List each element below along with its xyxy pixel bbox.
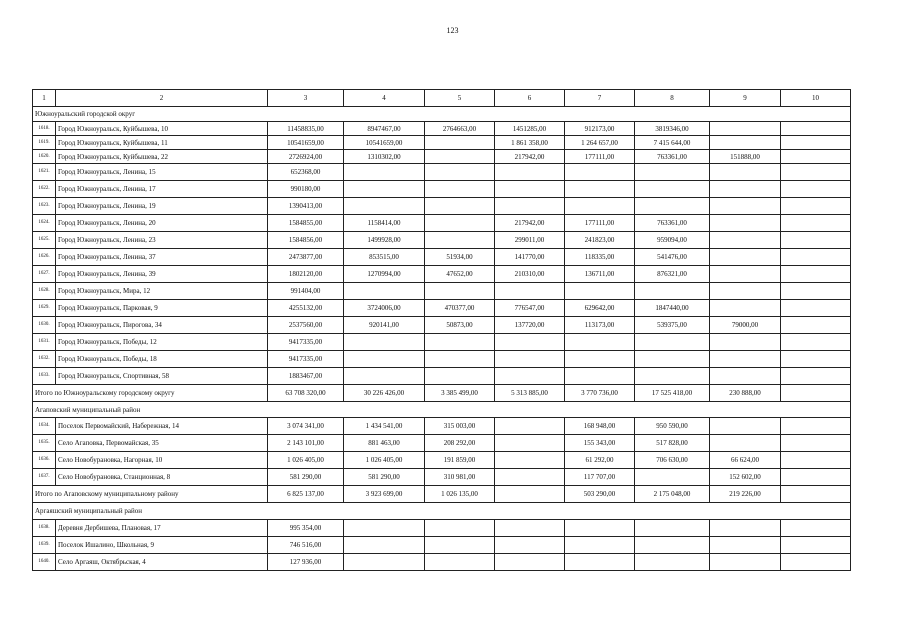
- value-cell: [710, 266, 781, 283]
- value-cell: [425, 232, 495, 249]
- value-cell: 950 590,00: [635, 418, 710, 435]
- value-cell: [425, 368, 495, 385]
- address-cell: Село Аргаяш, Октябрьская, 4: [56, 554, 268, 571]
- address-cell: Город Южноуральск, Куйбышева, 22: [56, 150, 268, 164]
- value-cell: [710, 198, 781, 215]
- total-value-cell: 1 026 135,00: [425, 486, 495, 503]
- value-cell: 763361,00: [635, 150, 710, 164]
- column-header: 1: [33, 90, 56, 107]
- value-cell: [710, 181, 781, 198]
- value-cell: 168 948,00: [565, 418, 635, 435]
- address-cell: Город Южноуральск, Ленина, 37: [56, 249, 268, 266]
- value-cell: 141770,00: [495, 249, 565, 266]
- value-cell: 991404,00: [268, 283, 344, 300]
- value-cell: 541476,00: [635, 249, 710, 266]
- value-cell: 629642,00: [565, 300, 635, 317]
- address-cell: Село Агаповка, Первомайская, 35: [56, 435, 268, 452]
- value-cell: [710, 418, 781, 435]
- total-value-cell: 17 525 418,00: [635, 385, 710, 402]
- value-cell: [344, 368, 425, 385]
- value-cell: [425, 215, 495, 232]
- value-cell: 1584855,00: [268, 215, 344, 232]
- value-cell: [710, 300, 781, 317]
- row-number: 1624.: [33, 215, 56, 232]
- value-cell: [635, 537, 710, 554]
- column-header: 6: [495, 90, 565, 107]
- row-number: 1622.: [33, 181, 56, 198]
- value-cell: 1 861 358,00: [495, 136, 565, 150]
- value-cell: [495, 554, 565, 571]
- value-cell: 113173,00: [565, 317, 635, 334]
- value-cell: [425, 198, 495, 215]
- value-cell: 990180,00: [268, 181, 344, 198]
- value-cell: [344, 554, 425, 571]
- total-value-cell: 230 888,00: [710, 385, 781, 402]
- value-cell: 10541659,00: [268, 136, 344, 150]
- row-number: 1635.: [33, 435, 56, 452]
- value-cell: [710, 136, 781, 150]
- value-cell: [425, 283, 495, 300]
- value-cell: 47652,00: [425, 266, 495, 283]
- value-cell: 315 003,00: [425, 418, 495, 435]
- value-cell: 1158414,00: [344, 215, 425, 232]
- value-cell: [565, 537, 635, 554]
- value-cell: [495, 418, 565, 435]
- address-cell: Город Южноуральск, Победы, 12: [56, 334, 268, 351]
- row-number: 1625.: [33, 232, 56, 249]
- value-cell: 2 143 101,00: [268, 435, 344, 452]
- value-cell: [344, 198, 425, 215]
- value-cell: 66 624,00: [710, 452, 781, 469]
- value-cell: 920141,00: [344, 317, 425, 334]
- value-cell: 581 290,00: [344, 469, 425, 486]
- value-cell: 1451285,00: [495, 122, 565, 136]
- value-cell: [781, 249, 851, 266]
- value-cell: 2537560,00: [268, 317, 344, 334]
- row-number: 1631.: [33, 334, 56, 351]
- value-cell: [495, 181, 565, 198]
- value-cell: 1 026 405,00: [268, 452, 344, 469]
- row-number: 1634.: [33, 418, 56, 435]
- table-row: [33, 198, 851, 215]
- value-cell: 79000,00: [710, 317, 781, 334]
- page-number: 123: [446, 26, 459, 35]
- value-cell: [710, 215, 781, 232]
- value-cell: 7 415 644,00: [635, 136, 710, 150]
- total-value-cell: 3 385 499,00: [425, 385, 495, 402]
- column-header: 9: [710, 90, 781, 107]
- value-cell: [710, 520, 781, 537]
- value-cell: [425, 164, 495, 181]
- table-row: [33, 435, 851, 452]
- value-cell: [781, 266, 851, 283]
- value-cell: 1883467,00: [268, 368, 344, 385]
- column-number-header-row: [33, 90, 851, 107]
- value-cell: 50873,00: [425, 317, 495, 334]
- value-cell: [781, 520, 851, 537]
- value-cell: [781, 469, 851, 486]
- table-row: [33, 150, 851, 164]
- value-cell: [635, 181, 710, 198]
- value-cell: 217942,00: [495, 150, 565, 164]
- table-row: [33, 554, 851, 571]
- address-cell: Деревня Дербишева, Плановая, 17: [56, 520, 268, 537]
- value-cell: 177111,00: [565, 215, 635, 232]
- value-cell: [635, 368, 710, 385]
- address-cell: Город Южноуральск, Куйбышева, 10: [56, 122, 268, 136]
- value-cell: [425, 520, 495, 537]
- value-cell: 1802120,00: [268, 266, 344, 283]
- value-cell: [425, 150, 495, 164]
- value-cell: [565, 198, 635, 215]
- row-number: 1633.: [33, 368, 56, 385]
- row-number: 1623.: [33, 198, 56, 215]
- value-cell: 1 264 657,00: [565, 136, 635, 150]
- value-cell: 8947467,00: [344, 122, 425, 136]
- table-row: [33, 418, 851, 435]
- value-cell: [344, 537, 425, 554]
- value-cell: [781, 418, 851, 435]
- value-cell: [781, 164, 851, 181]
- value-cell: [565, 181, 635, 198]
- value-cell: 10541659,00: [344, 136, 425, 150]
- table-row: [33, 334, 851, 351]
- value-cell: [781, 215, 851, 232]
- address-cell: Город Южноуральск, Куйбышева, 11: [56, 136, 268, 150]
- value-cell: 191 859,00: [425, 452, 495, 469]
- value-cell: 118335,00: [565, 249, 635, 266]
- value-cell: [495, 452, 565, 469]
- value-cell: [781, 232, 851, 249]
- value-cell: [425, 334, 495, 351]
- value-cell: 299011,00: [495, 232, 565, 249]
- value-cell: 2726924,00: [268, 150, 344, 164]
- value-cell: [565, 164, 635, 181]
- row-number: 1620.: [33, 150, 56, 164]
- value-cell: 310 981,00: [425, 469, 495, 486]
- value-cell: [495, 351, 565, 368]
- address-cell: Город Южноуральск, Победы, 18: [56, 351, 268, 368]
- value-cell: [781, 198, 851, 215]
- value-cell: 706 630,00: [635, 452, 710, 469]
- value-cell: 581 290,00: [268, 469, 344, 486]
- row-number: 1619.: [33, 136, 56, 150]
- value-cell: 876321,00: [635, 266, 710, 283]
- value-cell: 959094,00: [635, 232, 710, 249]
- value-cell: [710, 122, 781, 136]
- table-row: [33, 232, 851, 249]
- value-cell: 9417335,00: [268, 351, 344, 368]
- section-title: Южноуральский городской округ: [33, 107, 851, 122]
- total-value-cell: [781, 385, 851, 402]
- value-cell: 136711,00: [565, 266, 635, 283]
- value-cell: [781, 435, 851, 452]
- value-cell: [635, 283, 710, 300]
- value-cell: [425, 181, 495, 198]
- total-label: Итого по Южноуральскому городскому округу: [33, 385, 268, 402]
- total-value-cell: 30 226 426,00: [344, 385, 425, 402]
- table-row: [33, 122, 851, 136]
- column-header: 3: [268, 90, 344, 107]
- row-number: 1629.: [33, 300, 56, 317]
- value-cell: 881 463,00: [344, 435, 425, 452]
- value-cell: 995 354,00: [268, 520, 344, 537]
- address-cell: Село Новобурановка, Нагорная, 10: [56, 452, 268, 469]
- value-cell: 517 828,00: [635, 435, 710, 452]
- value-cell: 539375,00: [635, 317, 710, 334]
- row-number: 1636.: [33, 452, 56, 469]
- value-cell: 217942,00: [495, 215, 565, 232]
- value-cell: 470377,00: [425, 300, 495, 317]
- value-cell: [495, 368, 565, 385]
- address-cell: Город Южноуральск, Пирогова, 34: [56, 317, 268, 334]
- column-header: 5: [425, 90, 495, 107]
- value-cell: [710, 435, 781, 452]
- value-cell: 61 292,00: [565, 452, 635, 469]
- value-cell: 3819346,00: [635, 122, 710, 136]
- value-cell: [710, 368, 781, 385]
- value-cell: 51934,00: [425, 249, 495, 266]
- total-value-cell: 2 175 048,00: [635, 486, 710, 503]
- value-cell: [710, 164, 781, 181]
- column-header: 7: [565, 90, 635, 107]
- value-cell: [781, 181, 851, 198]
- table-row: [33, 215, 851, 232]
- value-cell: [565, 283, 635, 300]
- value-cell: [781, 283, 851, 300]
- value-cell: [495, 198, 565, 215]
- table-row: [33, 249, 851, 266]
- value-cell: 241823,00: [565, 232, 635, 249]
- value-cell: [425, 351, 495, 368]
- value-cell: [425, 136, 495, 150]
- table-row: [33, 164, 851, 181]
- value-cell: [344, 351, 425, 368]
- row-number: 1621.: [33, 164, 56, 181]
- table-body: [33, 90, 851, 571]
- value-cell: 151888,00: [710, 150, 781, 164]
- value-cell: 1 434 541,00: [344, 418, 425, 435]
- row-number: 1638.: [33, 520, 56, 537]
- total-row: [33, 486, 851, 503]
- value-cell: [635, 351, 710, 368]
- row-number: 1640.: [33, 554, 56, 571]
- value-cell: [565, 520, 635, 537]
- total-value-cell: [781, 486, 851, 503]
- value-cell: [495, 469, 565, 486]
- value-cell: [781, 351, 851, 368]
- address-cell: Поселок Первомайский, Набережная, 14: [56, 418, 268, 435]
- value-cell: [565, 368, 635, 385]
- row-number: 1630.: [33, 317, 56, 334]
- value-cell: [565, 554, 635, 571]
- value-cell: 117 707,00: [565, 469, 635, 486]
- table-row: [33, 181, 851, 198]
- value-cell: [635, 469, 710, 486]
- address-cell: Город Южноуральск, Ленина, 15: [56, 164, 268, 181]
- value-cell: [635, 334, 710, 351]
- value-cell: [710, 554, 781, 571]
- address-cell: Город Южноуральск, Ленина, 20: [56, 215, 268, 232]
- section-heading-row: [33, 503, 851, 520]
- table-row: [33, 351, 851, 368]
- value-cell: [495, 537, 565, 554]
- capital-repair-register-table: [32, 89, 851, 571]
- value-cell: 4255132,00: [268, 300, 344, 317]
- table-row: [33, 452, 851, 469]
- value-cell: 912173,00: [565, 122, 635, 136]
- value-cell: [710, 232, 781, 249]
- value-cell: [781, 368, 851, 385]
- value-cell: 11458835,00: [268, 122, 344, 136]
- table-row: [33, 368, 851, 385]
- table-row: [33, 283, 851, 300]
- value-cell: 1584856,00: [268, 232, 344, 249]
- value-cell: [781, 122, 851, 136]
- table-row: [33, 136, 851, 150]
- table-row: [33, 469, 851, 486]
- address-cell: Город Южноуральск, Ленина, 19: [56, 198, 268, 215]
- value-cell: 1499928,00: [344, 232, 425, 249]
- value-cell: 1270994,00: [344, 266, 425, 283]
- value-cell: 127 936,00: [268, 554, 344, 571]
- value-cell: [635, 520, 710, 537]
- total-value-cell: 3 770 736,00: [565, 385, 635, 402]
- value-cell: [425, 537, 495, 554]
- value-cell: 746 516,00: [268, 537, 344, 554]
- table-row: [33, 317, 851, 334]
- value-cell: 3724006,00: [344, 300, 425, 317]
- value-cell: [710, 283, 781, 300]
- total-value-cell: 5 313 885,00: [495, 385, 565, 402]
- value-cell: 137720,00: [495, 317, 565, 334]
- value-cell: 3 074 341,00: [268, 418, 344, 435]
- total-value-cell: 503 290,00: [565, 486, 635, 503]
- value-cell: 763361,00: [635, 215, 710, 232]
- section-heading-row: [33, 402, 851, 418]
- row-number: 1632.: [33, 351, 56, 368]
- value-cell: [495, 435, 565, 452]
- total-row: [33, 385, 851, 402]
- value-cell: 1 026 405,00: [344, 452, 425, 469]
- value-cell: [495, 164, 565, 181]
- total-value-cell: 6 825 137,00: [268, 486, 344, 503]
- value-cell: [344, 181, 425, 198]
- value-cell: [710, 537, 781, 554]
- value-cell: [635, 554, 710, 571]
- value-cell: 2764663,00: [425, 122, 495, 136]
- row-number: 1628.: [33, 283, 56, 300]
- value-cell: 1390413,00: [268, 198, 344, 215]
- table-row: [33, 520, 851, 537]
- row-number: 1639.: [33, 537, 56, 554]
- value-cell: 1310302,00: [344, 150, 425, 164]
- value-cell: 776547,00: [495, 300, 565, 317]
- address-cell: Город Южноуральск, Парковая, 9: [56, 300, 268, 317]
- address-cell: Село Новобурановка, Станционная, 8: [56, 469, 268, 486]
- value-cell: [344, 164, 425, 181]
- value-cell: 1847440,00: [635, 300, 710, 317]
- value-cell: [781, 317, 851, 334]
- value-cell: [565, 351, 635, 368]
- value-cell: [565, 334, 635, 351]
- value-cell: [425, 554, 495, 571]
- table-row: [33, 266, 851, 283]
- value-cell: [781, 537, 851, 554]
- value-cell: [344, 334, 425, 351]
- value-cell: [495, 334, 565, 351]
- value-cell: 210310,00: [495, 266, 565, 283]
- value-cell: 853515,00: [344, 249, 425, 266]
- value-cell: [710, 334, 781, 351]
- value-cell: [635, 164, 710, 181]
- section-heading-row: [33, 107, 851, 122]
- value-cell: [781, 150, 851, 164]
- address-cell: Поселок Ишалино, Школьная, 9: [56, 537, 268, 554]
- value-cell: [781, 554, 851, 571]
- value-cell: 208 292,00: [425, 435, 495, 452]
- section-title: Аргаяшский муниципальный район: [33, 503, 851, 520]
- value-cell: [495, 283, 565, 300]
- value-cell: [635, 198, 710, 215]
- row-number: 1618.: [33, 122, 56, 136]
- value-cell: [344, 283, 425, 300]
- value-cell: [344, 520, 425, 537]
- column-header: 8: [635, 90, 710, 107]
- column-header: 10: [781, 90, 851, 107]
- row-number: 1626.: [33, 249, 56, 266]
- section-title: Агаповский муниципальный район: [33, 402, 851, 418]
- value-cell: [781, 136, 851, 150]
- value-cell: 152 602,00: [710, 469, 781, 486]
- total-value-cell: 219 226,00: [710, 486, 781, 503]
- value-cell: [781, 452, 851, 469]
- value-cell: 652368,00: [268, 164, 344, 181]
- address-cell: Город Южноуральск, Ленина, 17: [56, 181, 268, 198]
- value-cell: [495, 520, 565, 537]
- address-cell: Город Южноуральск, Ленина, 23: [56, 232, 268, 249]
- value-cell: [710, 351, 781, 368]
- total-value-cell: [495, 486, 565, 503]
- value-cell: 9417335,00: [268, 334, 344, 351]
- value-cell: 2473877,00: [268, 249, 344, 266]
- column-header: 2: [56, 90, 268, 107]
- row-number: 1637.: [33, 469, 56, 486]
- column-header: 4: [344, 90, 425, 107]
- value-cell: [710, 249, 781, 266]
- address-cell: Город Южноуральск, Ленина, 39: [56, 266, 268, 283]
- total-value-cell: 63 708 320,00: [268, 385, 344, 402]
- table-row: [33, 300, 851, 317]
- value-cell: 155 343,00: [565, 435, 635, 452]
- address-cell: Город Южноуральск, Спортивная, 58: [56, 368, 268, 385]
- value-cell: 177111,00: [565, 150, 635, 164]
- total-label: Итого по Агаповскому муниципальному району: [33, 486, 268, 503]
- value-cell: [781, 334, 851, 351]
- total-value-cell: 3 923 699,00: [344, 486, 425, 503]
- value-cell: [781, 300, 851, 317]
- table-row: [33, 537, 851, 554]
- address-cell: Город Южноуральск, Мира, 12: [56, 283, 268, 300]
- row-number: 1627.: [33, 266, 56, 283]
